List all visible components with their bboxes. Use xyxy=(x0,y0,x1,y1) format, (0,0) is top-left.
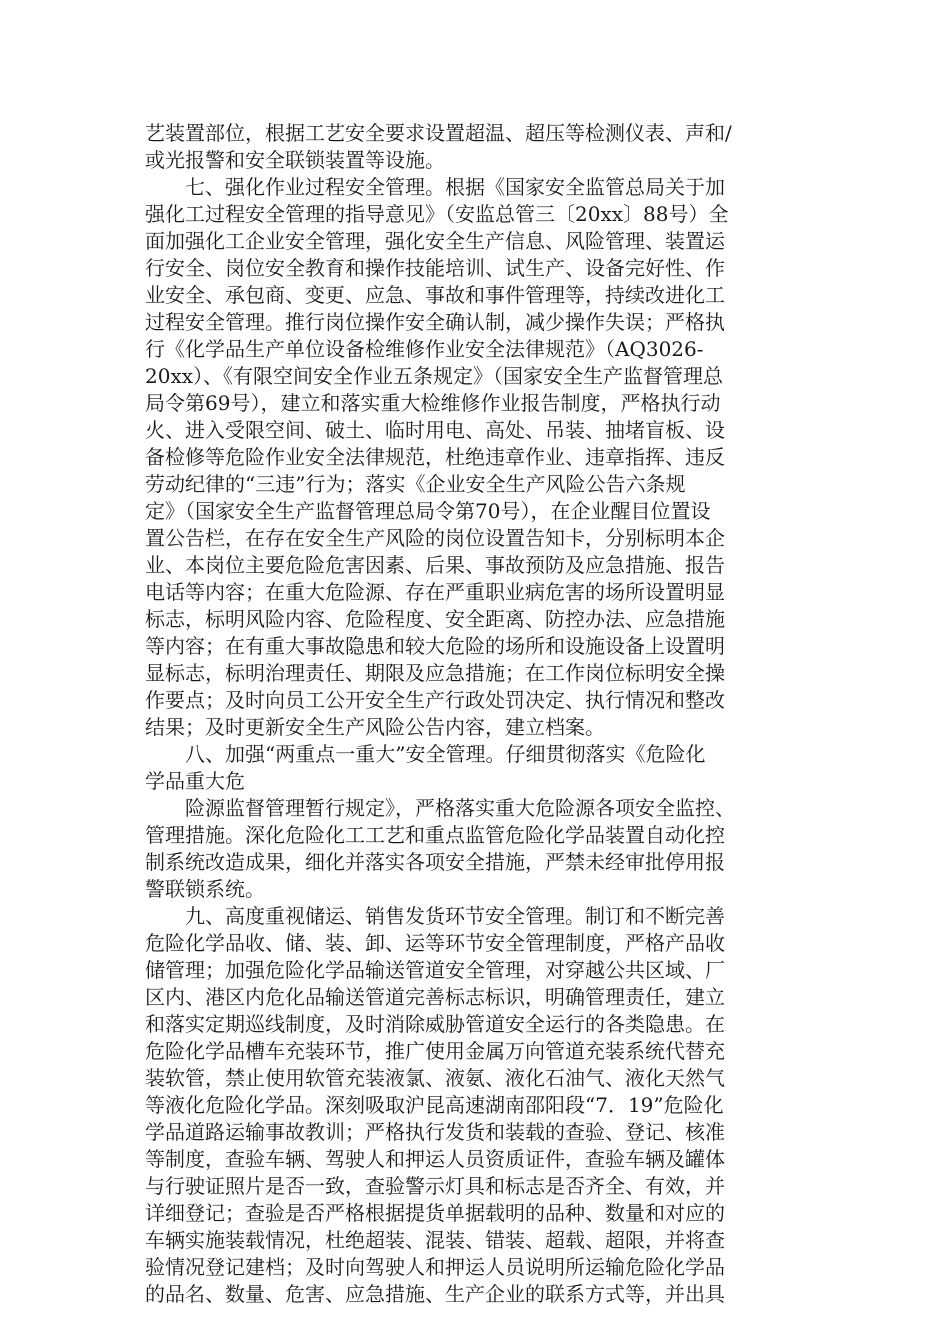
paragraph-section-8-continued: 险源监督管理暂行规定》，严格落实重大危险源各项安全监控、 管理措施。深化危险化工工艺和重点监管危险化学品装置自动化控 制系统改造成果，细化并落实各项安全措施，严禁未经审批停用报 警联锁系统。 xyxy=(145,796,735,901)
paragraph-continued-process-equipment: 艺装置部位，根据工艺安全要求设置超温、超压等检测仪表、声和/ 或光报警和安全联锁装置等设施。 xyxy=(145,121,732,172)
paragraph-section-8-major-hazards: 八、加强“两重点一重大”安全管理。仔细贯彻落实《危险化 学品重大危 xyxy=(145,742,706,793)
paragraph-section-7-operation-safety: 七、强化作业过程安全管理。根据《国家安全监管总局关于加 强化工过程安全管理的指导意见》（安监总管三〔20xx〕88号）全 面加强化工企业安全管理，强化安全生产信息、风险管理、装置运 行安全、岗位安全教育和操作技能培训、试生产、设备完好性、作 业安全、承包商、变更、应急、事故和事件管理等，持续改进化工 过程安全管理。推行岗位操作安全确认制，减少操作失误；严格执 行《化学品生产单位设备检维修作业安全法律规范》（AQ3026- 20xx）、《有限空间安全作业五条规定》（国家安全生产监督管理总 局令第69号），建立和落实重大检维修作业报告制度，严格执行动 火、进入受限空间、破土、临时用电、高处、吊装、抽堵盲板、设 备检修等危险作业安全法律规范，杜绝违章作业、违章指挥、违反 劳动纪律的“三违”行为；落实《企业安全生产风险公告六条规 定》（国家安全生产监督管理总局令第70号），在企业醒目位置设 置公告栏，在存在安全生产风险的岗位设置告知卡，分别标明本企 业、本岗位主要危险危害因素、后果、事故预防及应急措施、报告 电话等内容；在重大危险源、存在严重职业病危害的场所设置明显 标志，标明风险内容、危险程度、安全距离、防控办法、应急措施 等内容；在有重大事故隐患和较大危险的场所和设施设备上设置明 显标志，标明治理责任、期限及应急措施；在工作岗位标明安全操 作要点；及时向员工公开安全生产行政处罚决定、执行情况和整改 结果；及时更新安全生产风险公告内容，建立档案。 xyxy=(145,175,729,739)
paragraph-section-9-storage-transport: 九、高度重视储运、销售发货环节安全管理。制订和不断完善 危险化学品收、储、装、卸、运等环节安全管理制度，严格产品收 储管理；加强危险化学品输送管道安全管理，对穿越公共区域、厂 区内、港区内危化品输送管道完善标志标识，明确管理责任，建立 和落实定期巡线制度，及时消除威胁管道安全运行的各类隐患。在 危险化学品槽车充装环节，推广使用金属万向管道充装系统代替充 装软管，禁止使用软管充装液氯、液氨、液化石油气、液化天然气 等液化危险化学品。深刻吸取沪昆高速湖南邵阳段“7．19”危险化 学品道路运输事故教训；严格执行发货和装载的查验、登记、核准 等制度，查验车辆、驾驶人和押运人员资质证件，查验车辆及罐体 与行驶证照片是否一致，查验警示灯具和标志是否齐全、有效，并 详细登记；查验是否严格根据提货单据载明的品种、数量和对应的 车辆实施装载情况，杜绝超装、混装、错装、超载、超限，并将查 验情况登记建档；及时向驾驶人和押运人员说明所运输危险化学品 的品名、数量、危害、应急措施、生产企业的联系方式等，并出具 xyxy=(145,904,725,1306)
document-body xyxy=(145,120,813,1308)
